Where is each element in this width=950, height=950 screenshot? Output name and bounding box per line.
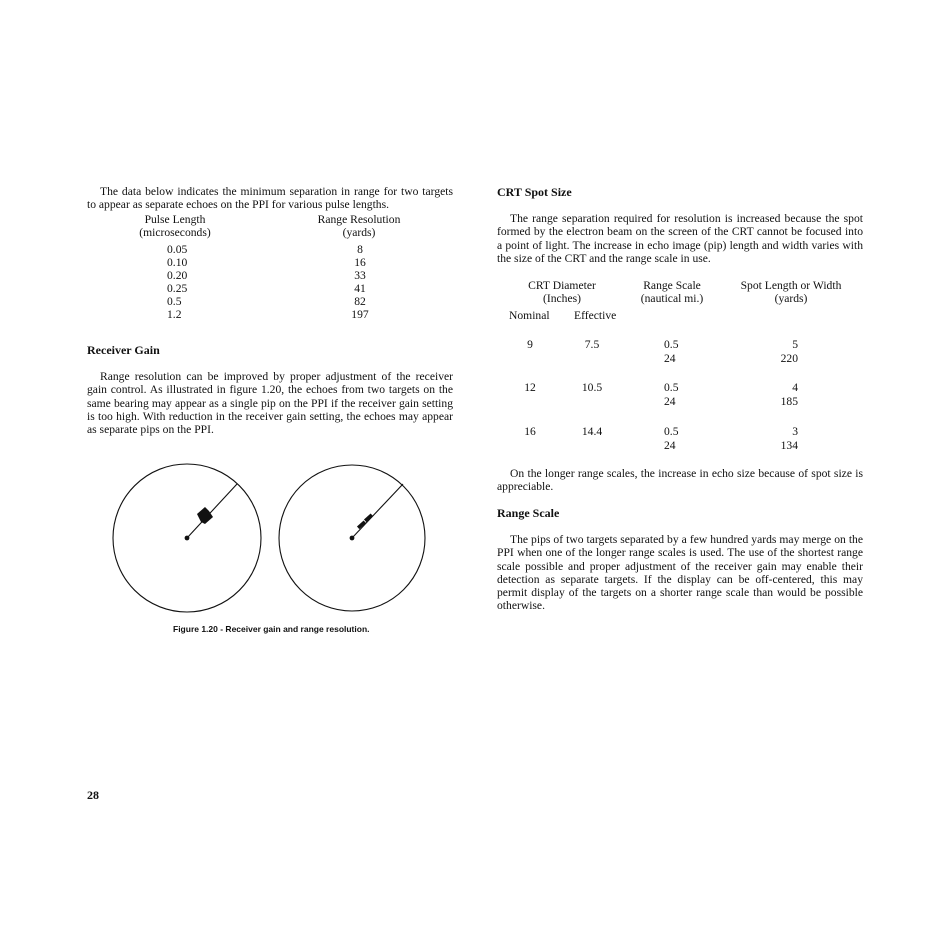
table-cell: 9	[527, 338, 533, 351]
spot-length-header: Spot Length or Width	[740, 279, 842, 292]
crt-spot-size-heading: CRT Spot Size	[497, 185, 572, 199]
receiver-gain-heading: Receiver Gain	[87, 343, 160, 357]
range-scale-heading: Range Scale	[497, 506, 560, 520]
table-cell: 8	[357, 243, 363, 256]
table-cell: 0.5	[664, 338, 679, 351]
table-cell: 0.25	[167, 282, 188, 295]
ppi-scope-high-gain	[113, 464, 261, 612]
table-cell: 197	[351, 308, 369, 321]
table-cell: 16	[524, 425, 536, 438]
page-number: 28	[87, 788, 99, 802]
table-cell: 12	[524, 381, 536, 394]
range-scale-header: Range Scale	[643, 279, 701, 292]
table-cell: 24	[664, 395, 676, 408]
table-cell: 14.4	[581, 425, 603, 438]
table-cell: 0.5	[664, 381, 679, 394]
table-cell: 5	[792, 338, 798, 351]
table-cell: 0.5	[664, 425, 679, 438]
table-cell: 24	[664, 352, 676, 365]
crt-diameter-header: CRT Diameter	[528, 279, 596, 292]
pulse-length-unit: (microseconds)	[139, 226, 211, 239]
table-cell: 0.20	[167, 269, 188, 282]
table-cell: 10.5	[581, 381, 603, 394]
figure-caption: Figure 1.20 - Receiver gain and range resolution.	[173, 624, 370, 634]
pulse-length-header: Pulse Length	[144, 213, 206, 226]
crt-spot-size-paragraph: The range separation required for resolution is increased because the spot formed by the electron beam on the screen of the CRT cannot be focused into a point of light. The increase in echo image (pip) length and width varies with the size of the CRT and the range scale in use.	[497, 212, 863, 265]
effective-subheader: Effective	[574, 309, 617, 322]
range-resolution-header: Range Resolution	[317, 213, 401, 226]
table-cell: 41	[354, 282, 366, 295]
merged-echo-pip	[197, 507, 213, 524]
table-cell: 82	[354, 295, 366, 308]
table-cell: 0.05	[167, 243, 188, 256]
spot-size-paragraph: On the longer range scales, the increase in echo size because of spot size is appreciable.	[497, 467, 863, 494]
table-cell: 7.5	[584, 338, 600, 351]
spot-length-unit: (yards)	[774, 292, 808, 305]
range-resolution-unit: (yards)	[342, 226, 376, 239]
table-cell: 3	[792, 425, 798, 438]
crt-diameter-unit: (Inches)	[543, 292, 581, 305]
table-cell: 220	[780, 352, 798, 365]
range-scale-unit: (nautical mi.)	[640, 292, 704, 305]
range-scale-paragraph: The pips of two targets separated by a few hundred yards may merge on the PPI when one of the longer range scales is used. The use of the shortest range scale possible and proper adjustment of the receiver gain may enable their detection as separate targets. If the display can be off-centered, this may permit display of the targets on a shorter range scale than would be possible otherwise.	[497, 533, 863, 613]
nominal-subheader: Nominal	[509, 309, 550, 322]
table-cell: 16	[354, 256, 366, 269]
table-cell: 134	[780, 439, 798, 452]
table-cell: 24	[664, 439, 676, 452]
table-cell: 1.2	[167, 308, 182, 321]
intro-paragraph: The data below indicates the minimum separation in range for two targets to appear as separate echoes on the PPI for various pulse lengths.	[87, 185, 453, 212]
table-cell: 4	[792, 381, 798, 394]
ppi-scope-low-gain	[279, 465, 425, 611]
table-cell: 185	[780, 395, 798, 408]
receiver-gain-paragraph: Range resolution can be improved by proper adjustment of the receiver gain control. As illustrated in figure 1.20, the echoes from two targets on the same bearing may appear as a single pip on the PPI if the receiver gain setting is too high. With reduction in the receiver gain setting, the echoes may appear as separate pips on the PPI.	[87, 370, 453, 437]
table-cell: 33	[354, 269, 366, 282]
ppi-figure	[105, 460, 445, 620]
table-cell: 0.5	[167, 295, 182, 308]
table-cell: 0.10	[167, 256, 188, 269]
